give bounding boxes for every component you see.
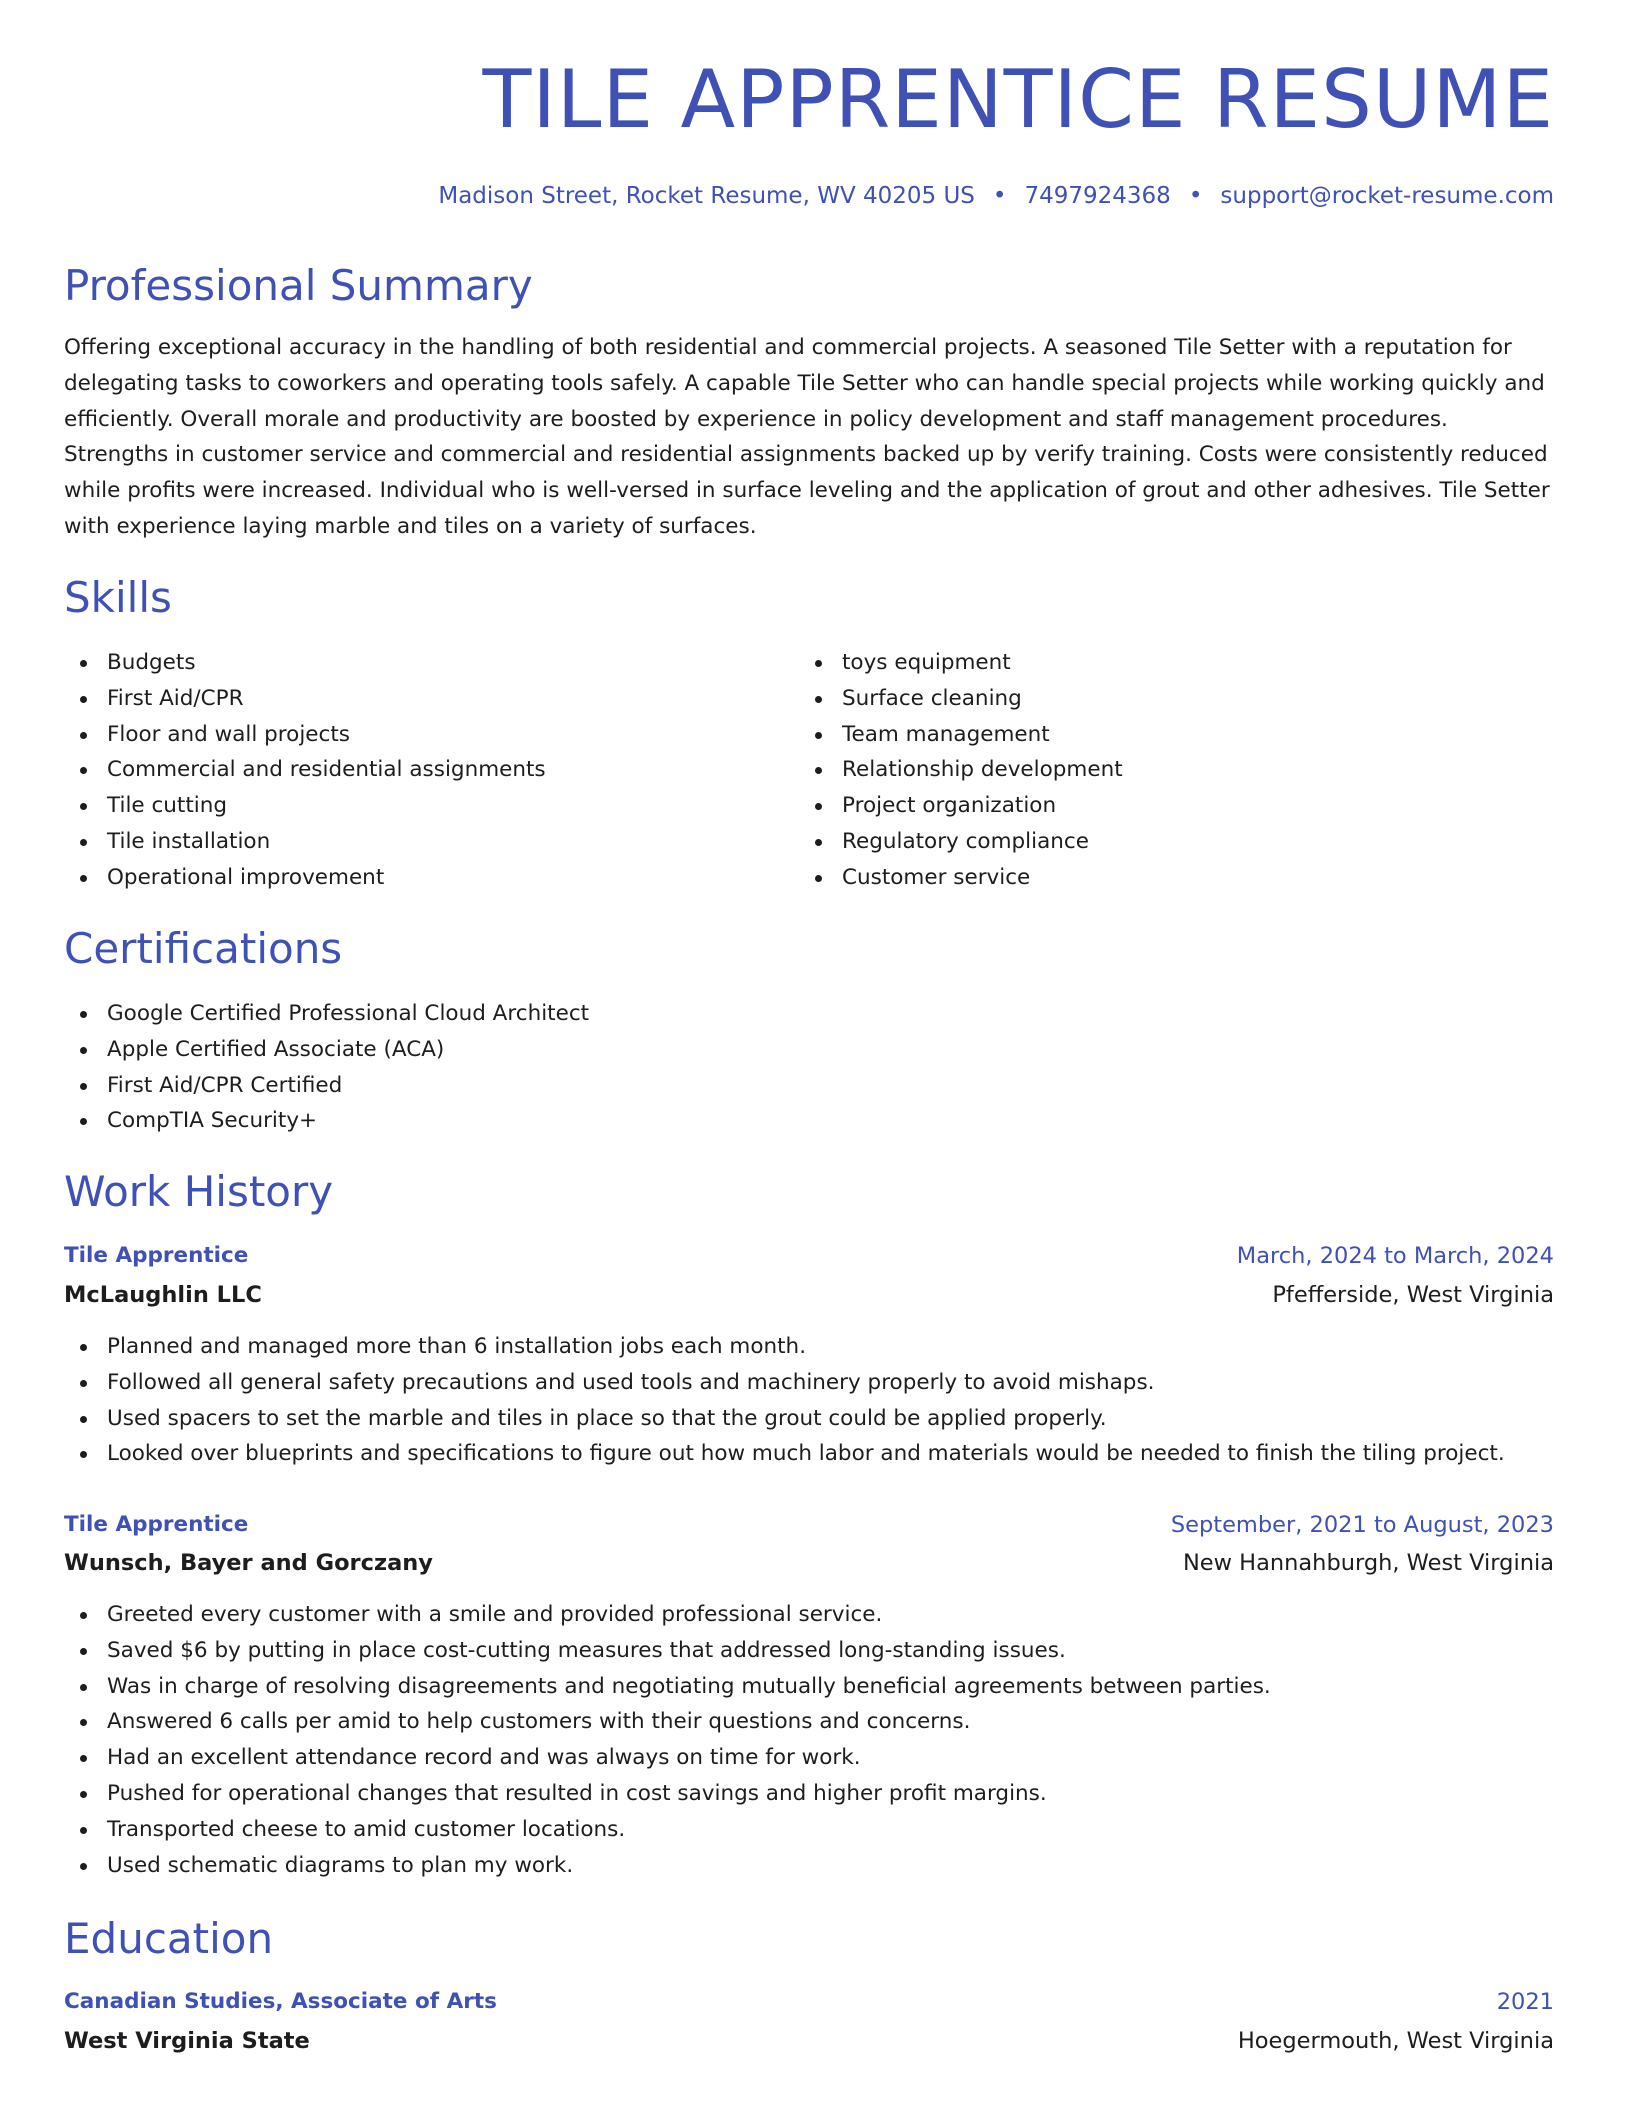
skills-heading: Skills xyxy=(64,573,172,622)
job-dates: March, 2024 to March, 2024 xyxy=(1236,1243,1554,1269)
education-school: West Virginia State xyxy=(64,2028,310,2054)
skill-item: Tile installation xyxy=(64,824,546,860)
job-company: Wunsch, Bayer and Gorczany xyxy=(64,1550,433,1576)
skill-item: Floor and wall projects xyxy=(64,717,546,753)
skill-item: Budgets xyxy=(64,645,546,681)
job-bullet: Transported cheese to amid customer locations. xyxy=(64,1812,1271,1848)
certification-item: CompTIA Security+ xyxy=(64,1103,589,1139)
education-location: Hoegermouth, West Virginia xyxy=(1237,2028,1554,2054)
skill-item: Surface cleaning xyxy=(799,681,1123,717)
skill-item: Commercial and residential assignments xyxy=(64,752,546,788)
job-location: Pfefferside, West Virginia xyxy=(1272,1282,1554,1308)
job-bullet: Saved $6 by putting in place cost-cutting measures that addressed long-standing issues. xyxy=(64,1633,1271,1669)
skill-item: Relationship development xyxy=(799,752,1123,788)
job-bullet: Planned and managed more than 6 installation jobs each month. xyxy=(64,1329,1505,1365)
certifications-heading: Certifications xyxy=(64,924,343,973)
education-heading: Education xyxy=(64,1914,274,1963)
skill-item: toys equipment xyxy=(799,645,1123,681)
job-bullet: Used spacers to set the marble and tiles in place so that the grout could be applied properly. xyxy=(64,1401,1505,1437)
job-location: New Hannahburgh, West Virginia xyxy=(1182,1550,1554,1576)
skill-item: Operational improvement xyxy=(64,860,546,896)
skill-item: Team management xyxy=(799,717,1123,753)
skill-item: Customer service xyxy=(799,860,1123,896)
certifications-list xyxy=(64,996,589,1139)
job-company: McLaughlin LLC xyxy=(64,1282,262,1308)
contact-address: Madison Street, Rocket Resume, WV 40205 US xyxy=(438,183,975,209)
contact-email: support@rocket-resume.com xyxy=(1220,183,1554,209)
skill-item: Project organization xyxy=(799,788,1123,824)
contact-separator: • xyxy=(1188,183,1203,209)
job-bullet: Had an excellent attendance record and was always on time for work. xyxy=(64,1740,1271,1776)
job-bullets xyxy=(64,1329,1505,1472)
resume-title: TILE APPRENTICE RESUME xyxy=(482,53,1554,146)
job-bullet: Greeted every customer with a smile and provided professional service. xyxy=(64,1597,1271,1633)
education-year: 2021 xyxy=(1496,1989,1554,2015)
certification-item: Apple Certified Associate (ACA) xyxy=(64,1032,589,1068)
job-bullets xyxy=(64,1597,1271,1883)
contact-separator: • xyxy=(992,183,1007,209)
job-title: Tile Apprentice xyxy=(64,1512,249,1537)
job-dates: September, 2021 to August, 2023 xyxy=(1170,1512,1554,1538)
job-bullet: Answered 6 calls per amid to help customers with their questions and concerns. xyxy=(64,1704,1271,1740)
summary-text: Offering exceptional accuracy in the handling of both residential and commercial projects. A seasoned Tile Setter with a reputation for delegating tasks to coworkers and operating tools safely. A capable Tile Setter who can handle special projects while working quickly and efficiently. Overall morale and productivity are boosted by experience in policy development and staff management procedures. Strengths in customer service and commercial and residential assignments backed up by verify training. Costs were consistently reduced while profits were increased. Individual who is well-versed in surface leveling and the application of grout and other adhesives. Tile Setter with experience laying marble and tiles on a variety of surfaces. xyxy=(64,335,1550,539)
contact-line xyxy=(438,178,1554,214)
certification-item: First Aid/CPR Certified xyxy=(64,1068,589,1104)
job-title: Tile Apprentice xyxy=(64,1243,249,1268)
job-bullet: Used schematic diagrams to plan my work. xyxy=(64,1848,1271,1884)
job-bullet: Pushed for operational changes that resulted in cost savings and higher profit margins. xyxy=(64,1776,1271,1812)
skill-item: First Aid/CPR xyxy=(64,681,546,717)
certification-item: Google Certified Professional Cloud Architect xyxy=(64,996,589,1032)
work-history-heading: Work History xyxy=(64,1167,334,1216)
education-degree: Canadian Studies, Associate of Arts xyxy=(64,1989,497,2014)
job-bullet: Was in charge of resolving disagreements and negotiating mutually beneficial agreements between parties. xyxy=(64,1669,1271,1705)
job-bullet: Looked over blueprints and specifications to figure out how much labor and materials would be needed to finish the tiling project. xyxy=(64,1436,1505,1472)
job-bullet: Followed all general safety precautions and used tools and machinery properly to avoid mishaps. xyxy=(64,1365,1505,1401)
contact-phone: 7497924368 xyxy=(1024,183,1171,209)
skills-list-left xyxy=(64,645,546,896)
summary-heading: Professional Summary xyxy=(64,261,533,310)
skill-item: Tile cutting xyxy=(64,788,546,824)
skills-list-right xyxy=(799,645,1123,896)
skill-item: Regulatory compliance xyxy=(799,824,1123,860)
